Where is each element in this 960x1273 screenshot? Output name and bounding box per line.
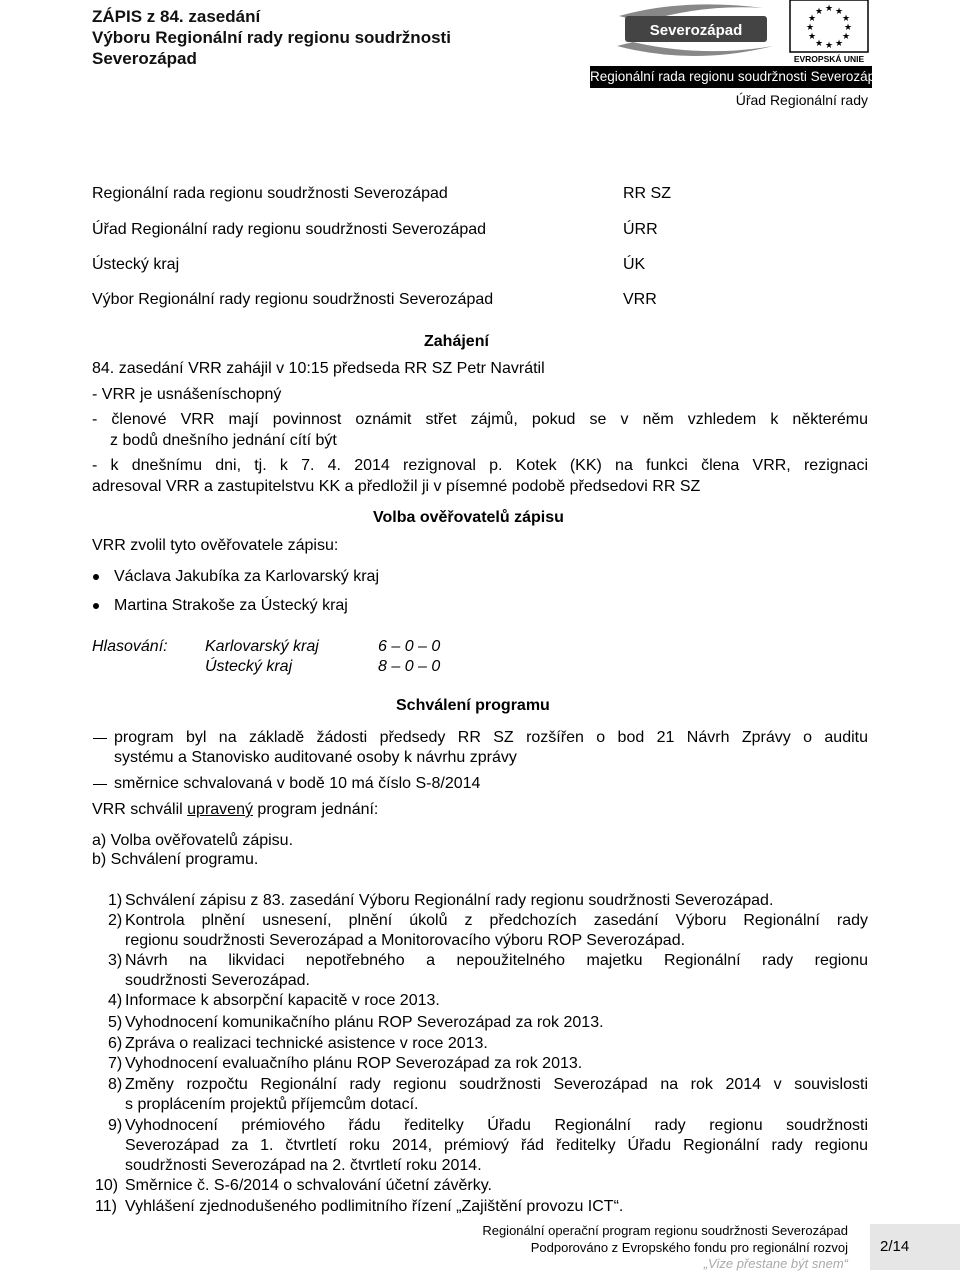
svg-text:★: ★ [834,7,844,17]
agenda-number: 2) [108,912,123,929]
voting-region: Karlovarský kraj [205,638,319,655]
opening-item-cont: z bodů dnešního jednání cítí být [110,432,337,449]
agenda-item-cont: soudržnosti Severozápad na 2. čtvrtletí roku 2014. [125,1157,482,1174]
agenda-item: Vyhodnocení prémiového řádu ředitelky Úřadu Regionální rady regionu soudržnosti [125,1117,868,1134]
agenda-number: 7) [108,1055,123,1072]
svg-text:★: ★ [834,39,844,49]
verifier-item: Martina Strakoše za Ústecký kraj [114,597,348,614]
abbr-code: VRR [623,291,657,308]
agenda-number: 8) [108,1076,123,1093]
svg-text:★: ★ [843,23,853,33]
agenda-item-cont: regionu soudržnosti Severozápad a Monitorovacího výboru ROP Severozápad. [125,932,686,949]
svg-text:★: ★ [814,7,824,17]
agenda-letter-item: b) Schválení programu. [92,851,259,868]
header-subtitle: Úřad Regionální rady [735,92,868,108]
bullet-icon [93,574,99,580]
svg-text:★: ★ [805,23,815,33]
svg-text:★: ★ [841,32,851,42]
header-bar: Regionální rada regionu soudržnosti Severozápad [590,66,872,88]
agenda-number: 11) [95,1198,117,1215]
svg-text:★: ★ [841,14,851,24]
approved-text: program jednání: [252,801,379,818]
agenda-number: 3) [108,952,123,969]
approved-text: VRR schválil [92,801,188,818]
agenda-item-cont: soudržnosti Severozápad. [125,972,310,989]
footer-line-2: Podporováno z Evropského fondu pro regionální rozvoj [530,1240,848,1255]
opening-intro: 84. zasedání VRR zahájil v 10:15 předseda RR SZ Petr Navrátil [92,360,545,377]
abbr-name: Ústecký kraj [92,256,180,273]
eu-text: EVROPSKÁ UNIE [793,54,865,64]
approved-underlined: upravený [187,801,253,818]
logo-text: Severozápad [649,22,743,39]
verifier-item: Václava Jakubíka za Karlovarský kraj [114,568,379,585]
abbr-code: ÚRR [623,221,658,238]
opening-item: - VRR je usnášeníschopný [92,386,282,403]
footer-motto: „Vize přestane být snem“ [703,1256,848,1271]
svg-text:★: ★ [807,32,817,42]
svg-text:★: ★ [824,41,834,51]
voting-region: Ústecký kraj [205,658,293,675]
opening-item-cont: adresoval VRR a zastupitelstvu KK a předložil ji v písemné podobě předsedovi RR SZ [92,478,701,495]
agenda-item: Schválení zápisu z 83. zasedání Výboru Regionální rady regionu soudržnosti Severozápad. [125,892,774,909]
abbr-name: Regionální rada regionu soudržnosti Severozápad [92,185,448,202]
agenda-item-cont: Severozápad za 1. čtvrtletí roku 2014, prémiový řád ředitelky Úřadu Regionální rady regionu [125,1137,868,1154]
agenda-item: Zpráva o realizaci technické asistence v roce 2013. [125,1035,488,1052]
title-line-1: ZÁPIS z 84. zasedání [92,7,261,26]
opening-item: - k dnešnímu dni, tj. k 7. 4. 2014 rezignoval p. Kotek (KK) na funkci člena VRR, rezignaci [92,457,868,474]
agenda-item-cont: s proplácením projektů příjemcům dotací. [125,1096,419,1113]
eu-flag-logo [788,0,872,64]
agenda-number: 6) [108,1035,123,1052]
agenda-letter-item: a) Volba ověřovatelů zápisu. [92,832,294,849]
opening-item: - členové VRR mají povinnost oznámit střet zájmů, pokud se v něm vzhledem k některému [92,411,868,428]
page-number: 2/14 [870,1224,960,1270]
program-note-cont: systému a Stanovisko auditované osoby k návrhu zprávy [114,749,517,766]
voting-result: 6 – 0 – 0 [378,638,441,655]
bullet-icon [93,603,99,609]
program-approved [92,799,378,820]
agenda-item: Vyhlášení zjednodušeného podlimitního řízení „Zajištění provozu ICT“. [125,1198,624,1215]
section-heading-verifiers: Volba ověřovatelů zápisu [373,509,564,526]
document-title [92,6,451,69]
dash-bullet-icon [93,738,107,739]
agenda-number: 5) [108,1014,123,1031]
abbr-code: ÚK [623,256,646,273]
abbr-name: Výbor Regionální rady regionu soudržnosti Severozápad [92,291,494,308]
severozapad-logo [613,2,783,57]
program-note: program byl na základě žádosti předsedy RR SZ rozšířen o bod 21 Návrh Zprávy o auditu [114,729,868,746]
svg-text:★: ★ [814,39,824,49]
section-heading-opening: Zahájení [424,333,489,350]
dash-bullet-icon [93,784,107,785]
agenda-item: Vyhodnocení evaluačního plánu ROP Severozápad za rok 2013. [125,1055,583,1072]
agenda-item: Návrh na likvidaci nepotřebného a nepoužitelného majetku Regionální rady regionu [125,952,868,969]
svg-text:★: ★ [824,4,834,14]
svg-text:★: ★ [807,14,817,24]
agenda-number: 9) [108,1117,123,1134]
agenda-item: Informace k absorpční kapacitě v roce 2013. [125,992,440,1009]
footer-line-1: Regionální operační program regionu soudržnosti Severozápad [482,1223,848,1238]
voting-result: 8 – 0 – 0 [378,658,441,675]
abbr-code: RR SZ [623,185,671,202]
agenda-number: 4) [108,992,123,1009]
section-heading-program: Schválení programu [396,697,550,714]
agenda-item: Směrnice č. S-6/2014 o schvalování účetní závěrky. [125,1177,492,1194]
agenda-number: 10) [95,1177,119,1194]
title-line-2: Výboru Regionální rady regionu soudržnosti [92,28,451,47]
agenda-item: Kontrola plnění usnesení, plnění úkolů z předchozích zasedání Výboru Regionální rady [125,912,868,929]
agenda-number: 1) [108,892,123,909]
title-line-3: Severozápad [92,49,197,68]
agenda-item: Vyhodnocení komunikačního plánu ROP Severozápad za rok 2013. [125,1014,604,1031]
voting-label: Hlasování: [92,638,168,655]
program-note: směrnice schvalovaná v bodě 10 má číslo S-8/2014 [114,775,481,792]
abbr-name: Úřad Regionální rady regionu soudržnosti Severozápad [92,221,487,238]
agenda-item: Změny rozpočtu Regionální rady regionu soudržnosti Severozápad na rok 2014 v souvislosti [125,1076,868,1093]
verifiers-intro: VRR zvolil tyto ověřovatele zápisu: [92,537,339,554]
